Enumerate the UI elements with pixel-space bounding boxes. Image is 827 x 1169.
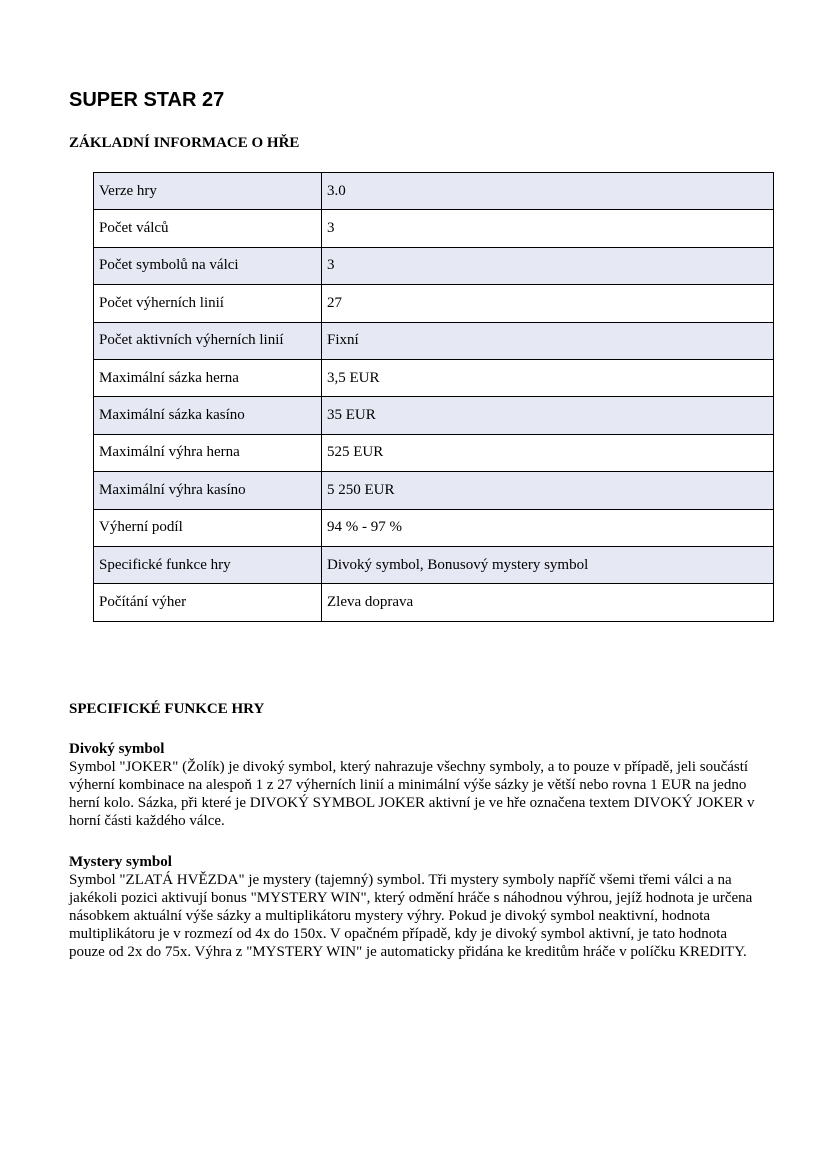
- table-row: [94, 546, 774, 583]
- table-cell-label: Počet aktivních výherních linií: [94, 322, 322, 359]
- mystery-symbol-text: Symbol "ZLATÁ HVĚZDA" je mystery (tajemný) symbol. Tři mystery symboly napříč všemi třemi válci a na jakékoli pozici aktivují bonus "MYSTERY WIN", který odmění hráče s náhodnou výhrou, jejíž hodnota je určena násobkem aktuální výše sázky a multiplikátoru mystery výhry. Pokud je divoký symbol neaktivní, hodnota multiplikátoru je v rozmezí od 4x do 150x. V opačném případě, kdy je divoký symbol aktivní, je tato hodnota pouze od 2x do 75x. Výhra z "MYSTERY WIN" je automaticky přidána ke kreditům hráče v políčku KREDITY.: [69, 872, 753, 960]
- table-row: [94, 173, 774, 210]
- table-cell-label: Počítání výher: [94, 584, 322, 621]
- wild-symbol-text: Symbol "JOKER" (Žolík) je divoký symbol, který nahrazuje všechny symboly, a to pouze v případě, jeli součástí výherní kombinace na alespoň 1 z 27 výherních linií a minimální výše sázky je větší nebo rovna 1 EUR na jedno herní kolo. Sázka, při které je DIVOKÝ SYMBOL JOKER aktivní je ve hře označena textem DIVOKÝ JOKER v horní části každého válce.: [69, 759, 755, 829]
- basic-info-table: [93, 172, 774, 622]
- mystery-symbol-section: [69, 853, 759, 961]
- table-cell-value: 3: [322, 247, 774, 284]
- table-cell-label: Výherní podíl: [94, 509, 322, 546]
- table-cell-label: Specifické funkce hry: [94, 546, 322, 583]
- table-cell-value: Fixní: [322, 322, 774, 359]
- table-cell-value: 27: [322, 285, 774, 322]
- table-row: [94, 285, 774, 322]
- table-row: [94, 359, 774, 396]
- table-cell-label: Počet výherních linií: [94, 285, 322, 322]
- table-row: [94, 397, 774, 434]
- mystery-symbol-title: Mystery symbol: [69, 854, 172, 870]
- table-cell-label: Maximální výhra kasíno: [94, 472, 322, 509]
- table-cell-label: Maximální výhra herna: [94, 434, 322, 471]
- table-row: [94, 247, 774, 284]
- basic-info-heading: ZÁKLADNÍ INFORMACE O HŘE: [69, 135, 300, 151]
- table-cell-value: 94 % - 97 %: [322, 509, 774, 546]
- table-cell-label: Verze hry: [94, 173, 322, 210]
- table-row: [94, 322, 774, 359]
- table-row: [94, 584, 774, 621]
- table-cell-value: Divoký symbol, Bonusový mystery symbol: [322, 546, 774, 583]
- wild-symbol-title: Divoký symbol: [69, 741, 165, 757]
- table-cell-value: 525 EUR: [322, 434, 774, 471]
- table-cell-value: 35 EUR: [322, 397, 774, 434]
- table-row: [94, 509, 774, 546]
- table-cell-label: Počet symbolů na válci: [94, 247, 322, 284]
- table-cell-label: Maximální sázka kasíno: [94, 397, 322, 434]
- table-cell-value: 3.0: [322, 173, 774, 210]
- wild-symbol-section: [69, 740, 759, 830]
- table-cell-value: Zleva doprava: [322, 584, 774, 621]
- table-cell-label: Počet válců: [94, 210, 322, 247]
- table-cell-value: 3,5 EUR: [322, 359, 774, 396]
- table-cell-value: 3: [322, 210, 774, 247]
- table-cell-label: Maximální sázka herna: [94, 359, 322, 396]
- table-row: [94, 434, 774, 471]
- document-title: SUPER STAR 27: [69, 89, 225, 111]
- table-cell-value: 5 250 EUR: [322, 472, 774, 509]
- table-row: [94, 472, 774, 509]
- table-row: [94, 210, 774, 247]
- features-heading: SPECIFICKÉ FUNKCE HRY: [69, 701, 265, 717]
